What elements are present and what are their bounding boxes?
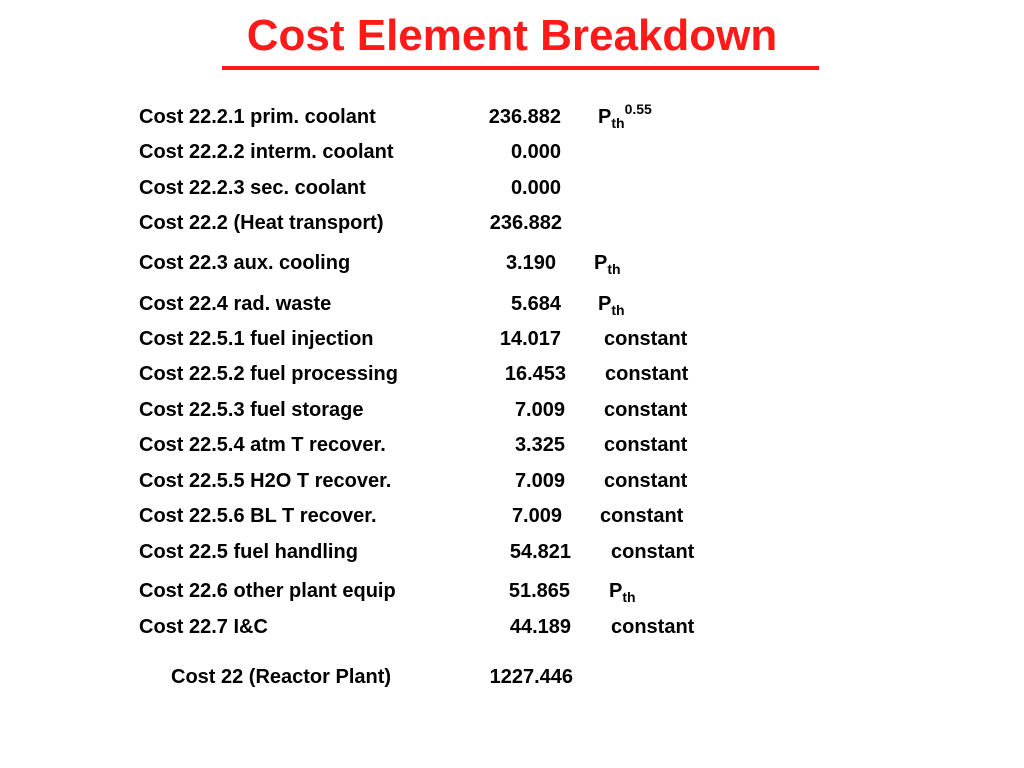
row-scaling: constant (611, 616, 695, 638)
row-value: 236.882 (488, 106, 561, 128)
row-value: 3.190 (505, 252, 556, 274)
scaling-subscript: th (607, 261, 621, 277)
row-label: Cost 22.2 (Heat transport) (139, 212, 384, 234)
row-label: Cost 22.7 I&C (139, 616, 268, 638)
row-value: 54.821 (509, 541, 571, 563)
scaling-subscript: th (611, 115, 625, 131)
row-scaling (598, 292, 625, 316)
row-label: Cost 22.4 rad. waste (139, 293, 332, 315)
row-value: 16.453 (504, 363, 566, 385)
scaling-base: P (594, 252, 608, 274)
row-scaling: constant (604, 434, 688, 456)
row-label: Cost 22.5 fuel handling (139, 541, 358, 563)
scaling-base: P (598, 293, 612, 315)
row-scaling (598, 101, 652, 131)
row-scaling: constant (600, 505, 684, 527)
row-label: Cost 22.3 aux. cooling (139, 252, 351, 274)
row-label: Cost 22.2.1 prim. coolant (139, 106, 376, 128)
row-label: Cost 22.2.3 sec. coolant (139, 177, 366, 199)
row-label: Cost 22.2.2 interm. coolant (139, 141, 394, 163)
row-scaling: constant (605, 363, 689, 385)
total-label: Cost 22 (Reactor Plant) (171, 666, 392, 688)
row-label: Cost 22.5.2 fuel processing (139, 363, 398, 385)
row-value: 3.325 (514, 434, 565, 456)
row-value: 7.009 (511, 505, 562, 527)
row-value: 14.017 (499, 328, 561, 350)
scaling-exponent: 0.55 (624, 101, 652, 117)
row-value: 44.189 (509, 616, 571, 638)
row-scaling: constant (604, 399, 688, 421)
scaling-subscript: th (622, 589, 636, 605)
row-label: Cost 22.6 other plant equip (139, 580, 396, 602)
title-underline (222, 66, 819, 70)
row-scaling: constant (604, 470, 688, 492)
row-value: 236.882 (489, 212, 562, 234)
row-value: 5.684 (510, 293, 561, 315)
row-value: 0.000 (510, 177, 561, 199)
row-label: Cost 22.5.3 fuel storage (139, 399, 364, 421)
row-value: 51.865 (508, 580, 570, 602)
row-label: Cost 22.5.1 fuel injection (139, 328, 374, 350)
row-label: Cost 22.5.6 BL T recover. (139, 505, 377, 527)
row-scaling: constant (604, 328, 688, 350)
slide-title: Cost Element Breakdown (246, 11, 778, 60)
scaling-subscript: th (611, 302, 625, 318)
scaling-base: P (609, 580, 623, 602)
row-value: 7.009 (514, 399, 565, 421)
total-value: 1227.446 (489, 666, 573, 688)
row-scaling (594, 251, 621, 275)
row-scaling (609, 579, 636, 603)
row-value: 7.009 (514, 470, 565, 492)
row-value: 0.000 (510, 141, 561, 163)
row-scaling: constant (611, 541, 695, 563)
scaling-base: P (598, 106, 612, 128)
row-label: Cost 22.5.5 H2O T recover. (139, 470, 392, 492)
row-label: Cost 22.5.4 atm T recover. (139, 434, 386, 456)
